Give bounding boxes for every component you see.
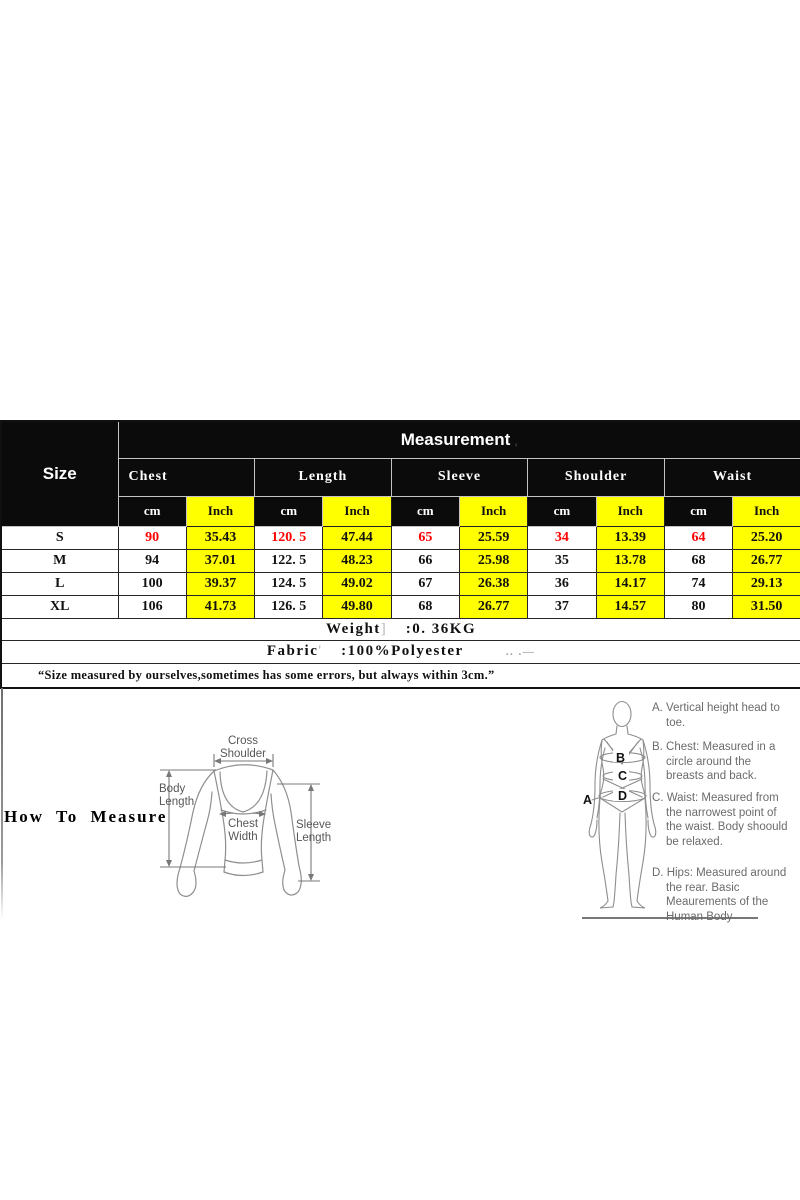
chest-width-label: Chest — [227, 818, 259, 830]
column-group-row — [1, 458, 800, 496]
sleeve-length-label: Sleeve — [296, 819, 332, 831]
weight-row — [1, 618, 800, 640]
figure-label-d: D — [618, 789, 628, 803]
unit-inch-header: Inch — [459, 496, 527, 526]
unit-inch-header: Inch — [596, 496, 664, 526]
group-header-waist: Waist — [664, 458, 800, 496]
size-row-s — [1, 526, 800, 549]
section-left-border — [1, 688, 3, 920]
size-label: L — [1, 572, 118, 595]
unit-inch-header: Inch — [733, 496, 800, 526]
disclaimer-text: “Size measured by ourselves,sometimes has some errors, but always within 3cm.” — [1, 663, 800, 688]
body-length-label: Body — [159, 783, 186, 795]
fabric-trailing-faint: .. .— — [505, 646, 536, 658]
value-cell: 68 — [664, 549, 732, 572]
value-cell: 90 — [118, 526, 186, 549]
sleeve-length-label: Length — [296, 832, 332, 844]
chest-width-label: Width — [228, 831, 258, 843]
table-title-row — [1, 421, 800, 458]
measure-note-b: B. Chest: Measured in a circle around the breasts and back. — [652, 741, 776, 782]
how-to-measure-title: How To Measure — [4, 807, 168, 826]
value-cell: 48.23 — [323, 549, 391, 572]
value-cell: 49.02 — [323, 572, 391, 595]
value-cell: 122. 5 — [255, 549, 323, 572]
value-cell: 37 — [528, 595, 596, 618]
value-cell: 26.77 — [459, 595, 527, 618]
figure-label-b: B — [616, 751, 626, 765]
figure-label-c: C — [618, 769, 628, 783]
unit-row — [1, 496, 800, 526]
value-cell: 106 — [118, 595, 186, 618]
size-row-l — [1, 572, 800, 595]
value-cell: 41.73 — [186, 595, 254, 618]
value-cell: 34 — [528, 526, 596, 549]
value-cell: 25.59 — [459, 526, 527, 549]
unit-cm-header: cm — [528, 496, 596, 526]
group-header-chest: Chest — [118, 458, 255, 496]
value-cell: 65 — [391, 526, 459, 549]
value-cell: 66 — [391, 549, 459, 572]
size-label: XL — [1, 595, 118, 618]
value-cell: 14.17 — [596, 572, 664, 595]
value-cell: 67 — [391, 572, 459, 595]
value-cell: 124. 5 — [255, 572, 323, 595]
fabric-label: Fabric — [266, 643, 319, 659]
value-cell: 120. 5 — [255, 526, 323, 549]
group-header-length: Length — [255, 458, 392, 496]
value-cell: 64 — [664, 526, 732, 549]
figure-label-a: A — [583, 793, 593, 807]
fabric-row — [1, 640, 800, 663]
value-cell: 14.57 — [596, 595, 664, 618]
size-label: S — [1, 526, 118, 549]
group-header-shoulder: Shoulder — [528, 458, 665, 496]
value-cell: 35 — [528, 549, 596, 572]
size-row-m — [1, 549, 800, 572]
body-length-label: Length — [159, 796, 195, 808]
value-cell: 47.44 — [323, 526, 391, 549]
unit-cm-header: cm — [255, 496, 323, 526]
garment-measure-diagram — [150, 728, 355, 918]
unit-cm-header: cm — [391, 496, 459, 526]
value-cell: 39.37 — [186, 572, 254, 595]
value-cell: 26.77 — [733, 549, 800, 572]
value-cell: 25.20 — [733, 526, 800, 549]
unit-inch-header: Inch — [323, 496, 391, 526]
weight-faint-mark: ] — [380, 620, 386, 637]
unit-cm-header: cm — [118, 496, 186, 526]
value-cell: 35.43 — [186, 526, 254, 549]
cross-shoulder-label: Cross — [227, 735, 259, 747]
measure-note-c: C. Waist: Measured from the narrowest point of the waist. Body shoould be relaxed. — [652, 792, 788, 848]
measurement-title-faint-mark: , — [514, 432, 518, 448]
value-cell: 13.78 — [596, 549, 664, 572]
fabric-faint-mark: ' — [318, 643, 322, 659]
weight-value: :0. 36KG — [405, 620, 477, 637]
value-cell: 29.13 — [733, 572, 800, 595]
value-cell: 49.80 — [323, 595, 391, 618]
size-row-xl — [1, 595, 800, 618]
value-cell: 36 — [528, 572, 596, 595]
value-cell: 26.38 — [459, 572, 527, 595]
measurement-title-cell — [118, 421, 800, 458]
measurement-title: Measurement — [400, 429, 511, 449]
weight-cell — [1, 618, 800, 640]
value-cell: 25.98 — [459, 549, 527, 572]
value-cell: 13.39 — [596, 526, 664, 549]
value-cell: 100 — [118, 572, 186, 595]
measure-note-d: D. Hips: Measured around the rear. Basic Meaurements of the Human Body — [652, 867, 787, 923]
value-cell: 31.50 — [733, 595, 800, 618]
value-cell: 80 — [664, 595, 732, 618]
size-label: M — [1, 549, 118, 572]
unit-cm-header: cm — [664, 496, 732, 526]
value-cell: 74 — [664, 572, 732, 595]
size-header-cell: Size — [1, 421, 118, 526]
mannequin-outline — [589, 702, 656, 909]
value-cell: 126. 5 — [255, 595, 323, 618]
group-header-sleeve: Sleeve — [391, 458, 528, 496]
disclaimer-row — [1, 663, 800, 688]
value-cell: 37.01 — [186, 549, 254, 572]
weight-label: Weight — [325, 620, 381, 637]
fabric-value: :100%Polyester — [341, 643, 464, 659]
size-chart-table — [0, 420, 800, 689]
unit-inch-header: Inch — [186, 496, 254, 526]
value-cell: 68 — [391, 595, 459, 618]
value-cell: 94 — [118, 549, 186, 572]
fabric-cell — [1, 640, 800, 663]
measure-note-a: A. Vertical height head to toe. — [652, 702, 780, 729]
cross-shoulder-label: Shoulder — [219, 748, 267, 760]
